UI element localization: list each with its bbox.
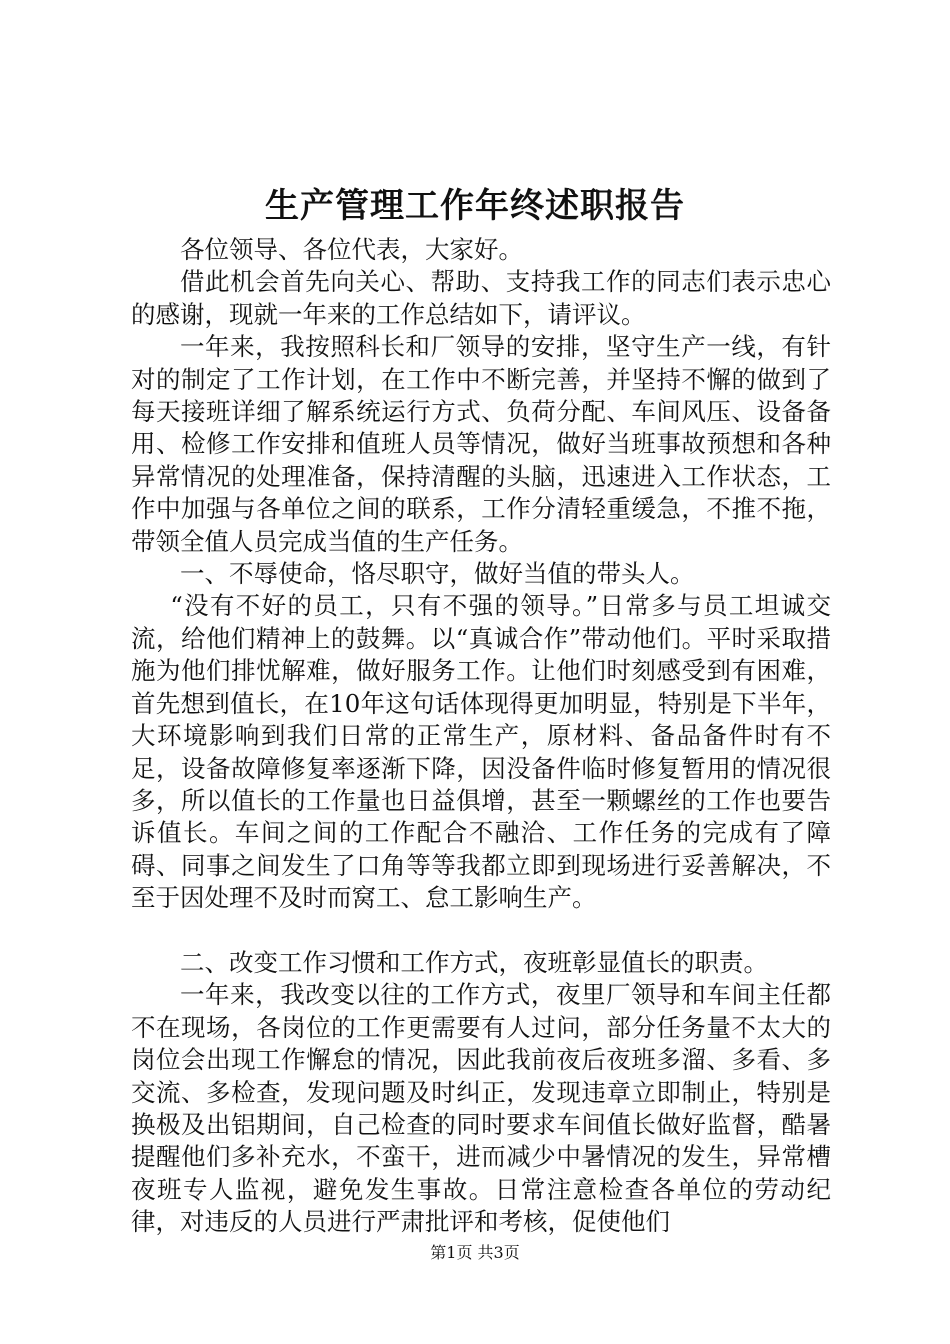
paragraph-section-1: “没有不好的员工，只有不强的领导。”日常多与员工坦诚交流，给他们精神上的鼓舞。以“真诚合作”带动他们。平时采取措施为他们排忧解难，做好服务工作。让他们时刻感受到有困难，首先想到值长，在10年这句话体现得更加明显，特别是下半年，大环境影响到我们日常的正常生产，原材料、备品备件时有不足，设备故障修复率逐渐下降，因没备件临时修复暂用的情况很多，所以值长的工作量也日益俱增，甚至一颗螺丝的工作也要告诉值长。车间之间的工作配合不融洽、工作任务的完成有了障碍、同事之间发生了口角等等我都立即到现场进行妥善解决，不至于因处理不及时而窝工、怠工影响生产。 [131,591,831,913]
section-heading-2: 二、改变工作习惯和工作方式，夜班彰显值长的职责。 [180,947,768,977]
paragraph-greeting: 各位领导、各位代表，大家好。 [180,235,523,264]
paragraph-overview: 一年来，我按照科长和厂领导的安排，坚守生产一线，有针对的制定了工作计划，在工作中不断完善，并坚持不懈的做到了每天接班详细了解系统运行方式、负荷分配、车间风压、设备备用、检修工作安排和值班人员等情况，做好当班事故预想和各种异常情况的处理准备，保持清醒的头脑，迅速进入工作状态，工作中加强与各单位之间的联系，工作分清轻重缓急，不推不拖，带领全值人员完成当值的生产任务。 [131,332,831,556]
paragraph-section-2: 一年来，我改变以往的工作方式，夜里厂领导和车间主任都不在现场，各岗位的工作更需要有人过问，部分任务量不太大的岗位会出现工作懈怠的情况，因此我前夜后夜班多溜、多看、多交流、多检查，发现问题及时纠正，发现违章立即制止，特别是换极及出铝期间，自己检查的同时要求车间值长做好监督，酷暑提醒他们多补充水，不蛮干，进而减少中暑情况的发生，异常槽夜班专人监视，避免发生事故。日常注意检查各单位的劳动纪律，对违反的人员进行严肃批评和考核，促使他们 [131,980,831,1237]
section-heading-1: 一、不辱使命，恪尽职守，做好当值的带头人。 [180,559,695,589]
document-body [131,234,831,1239]
blank-line [131,915,831,947]
paragraph-thanks: 借此机会首先向关心、帮助、支持我工作的同志们表示忠心的感谢，现就一年来的工作总结如下，请评议。 [131,267,831,329]
document-title: 生产管理工作年终述职报告 [265,186,685,226]
page-footer: 第1页 共3页 [430,1243,520,1262]
